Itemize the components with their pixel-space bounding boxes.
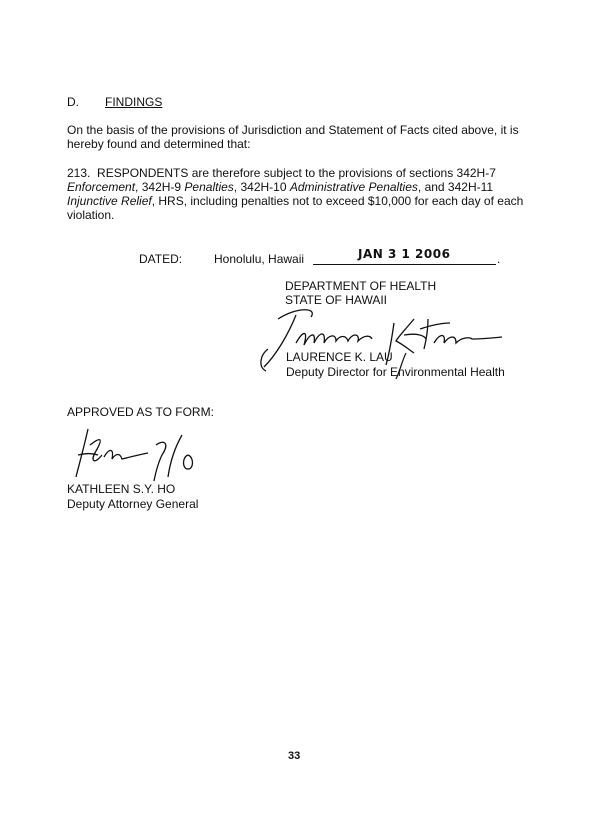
paragraph-text: , and 342H-11	[417, 180, 494, 194]
date-line	[313, 264, 496, 265]
section-title: FINDINGS	[105, 95, 163, 109]
signatory-name-lau: LAURENCE K. LAU	[286, 350, 393, 364]
italic-injunctive-relief: Injunctive Relief	[67, 194, 152, 208]
date-stamp: JAN 3 1 2006	[358, 247, 451, 261]
paragraph-number: 213.	[67, 166, 91, 180]
date-period: .	[497, 252, 501, 266]
paragraph-text: , 342H-9	[135, 180, 182, 194]
italic-penalties: Penalties	[184, 180, 234, 194]
state-name: STATE OF HAWAII	[285, 293, 387, 307]
signatory-title-ho: Deputy Attorney General	[67, 497, 199, 511]
signatory-title-lau: Deputy Director for Environmental Health	[286, 365, 505, 379]
italic-administrative-penalties: Administrative Penalties	[289, 180, 418, 194]
section-letter: D.	[67, 95, 79, 109]
page-number: 33	[288, 750, 301, 762]
paragraph-text: , HRS, including penalties not to exceed $10,000 for each day of each violation.	[67, 194, 524, 222]
paragraph-213	[67, 166, 547, 222]
approved-as-to-form: APPROVED AS TO FORM:	[67, 405, 214, 419]
paragraph-text: RESPONDENTS are therefore subject to the provisions of sections 342H-7	[97, 166, 496, 180]
dated-place: Honolulu, Hawaii	[214, 252, 305, 266]
paragraph-text: , 342H-10	[233, 180, 287, 194]
dated-label: DATED:	[139, 252, 183, 266]
paragraph-jurisdiction: On the basis of the provisions of Jurisdiction and Statement of Facts cited above, it is hereby found and determined that:	[67, 123, 519, 151]
department-name: DEPARTMENT OF HEALTH	[285, 279, 437, 293]
italic-enforcement: Enforcement	[67, 180, 136, 194]
signatory-name-ho: KATHLEEN S.Y. HO	[67, 482, 176, 496]
